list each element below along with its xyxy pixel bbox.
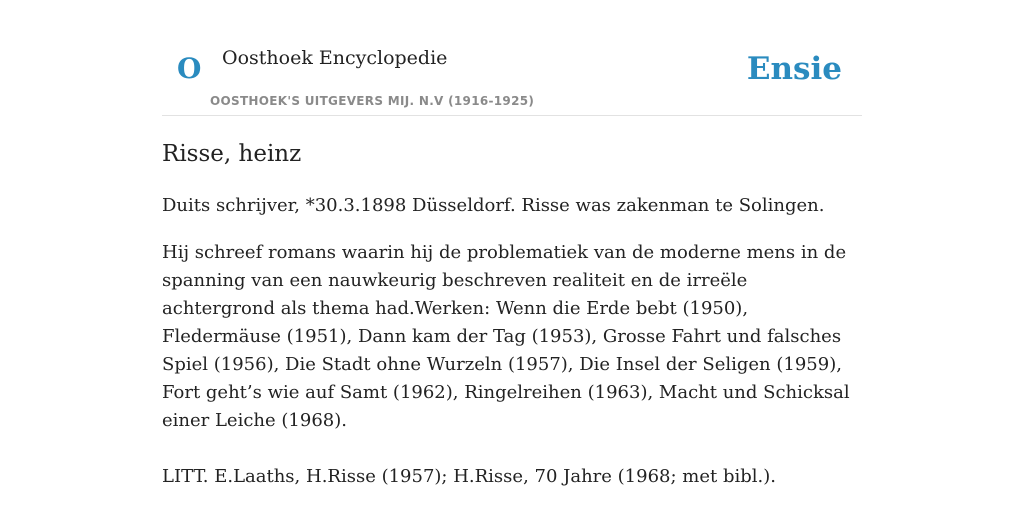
entry-paragraph: Hij schreef romans waarin hij de problematiek van de moderne mens in de spanning van een nauwkeurig beschreven realiteit en de irreële achtergrond als thema had.Werken: Wenn die Erde bebt (1950), Fledermäuse (1951), Dann kam der Tag (1953), Grosse Fahrt und falsches Spiel (1956), Die Stadt ohne Wurzeln (1957), Die Insel der Seligen (1959), Fort geht’s wie auf Samt (1962), Ringelreihen (1963), Macht und Schicksal einer Leiche (1968). [162,242,850,431]
entry-content [162,138,862,491]
entry-literature: LITT. E.Laaths, H.Risse (1957); H.Risse, 70 Jahre (1968; met bibl.). [162,466,776,487]
encyclopedia-logo-icon[interactable]: O [177,52,202,85]
entry-paragraph: Duits schrijver, *30.3.1898 Düsseldorf. Risse was zakenman te Solingen. [162,195,825,216]
site-title[interactable]: Oosthoek Encyclopedie [222,47,448,69]
entry-title: Risse, heinz [162,141,302,167]
ensie-home-link[interactable]: Ensie [746,51,842,87]
publisher-subtitle: OOSTHOEK'S UITGEVERS MIJ. N.V (1916-1925) [210,94,535,108]
site-header [162,40,862,116]
